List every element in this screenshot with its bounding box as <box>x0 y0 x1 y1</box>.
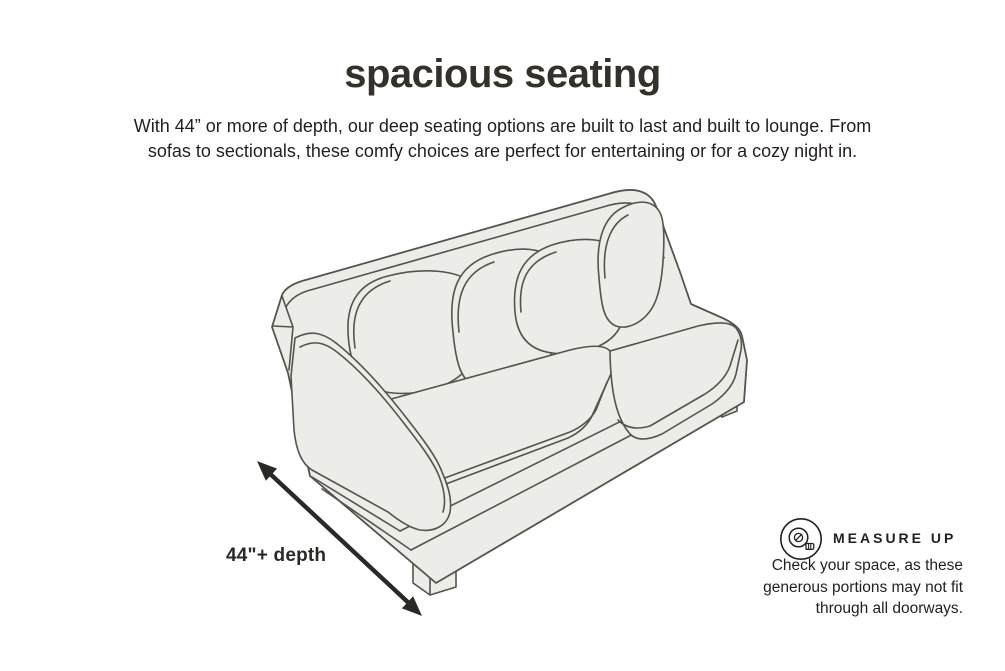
intro-line-2: sofas to sectionals, these comfy choices are perfect for entertaining or for a cozy night in. <box>147 140 858 161</box>
page-title: spacious seating <box>344 52 661 96</box>
measure-up-note <box>703 555 963 620</box>
depth-dimension-label: 44"+ depth <box>226 545 327 566</box>
depth-arrow <box>242 448 442 630</box>
intro-line-1: With 44” or more of depth, our deep seating options are built to last and built to lounge. From <box>133 116 872 136</box>
measure-up-note-line-1: Check your space, as these <box>771 557 963 574</box>
measure-up-note-line-3: through all doorways. <box>815 600 963 617</box>
double-arrow-icon <box>242 448 442 630</box>
intro-text <box>0 114 1005 163</box>
measure-up-note-line-2: generous portions may not fit <box>763 578 963 596</box>
measure-up-heading: MEASURE UP <box>833 530 957 546</box>
